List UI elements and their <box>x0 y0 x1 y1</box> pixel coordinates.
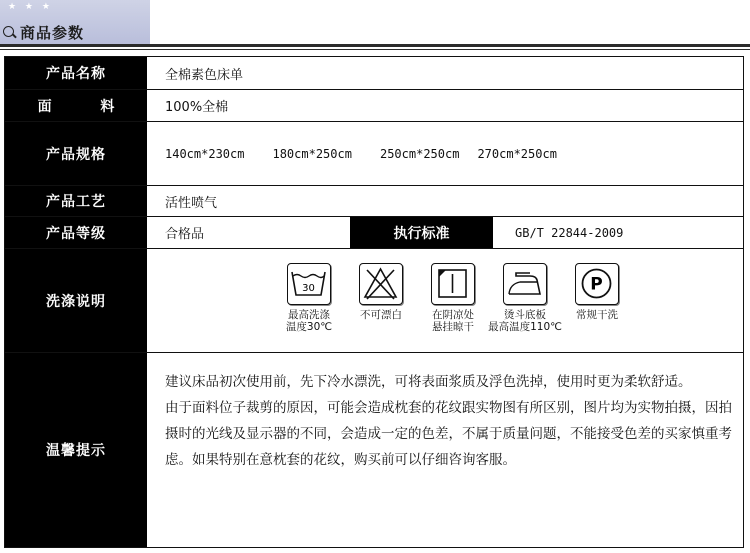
row-value: 全棉素色床单 <box>165 67 244 83</box>
care-caption: 最高洗涤 温度30℃ <box>285 309 333 333</box>
size-value: 270cm*250cm <box>477 146 557 161</box>
row-fabric <box>5 90 743 122</box>
header-divider <box>0 44 750 47</box>
row-tips <box>5 353 743 547</box>
standard-value: GB/T 22844-2009 <box>515 225 624 240</box>
row-label: 产品等级 <box>5 217 147 248</box>
row-value: 100%全棉 <box>165 100 229 115</box>
spec-sizes <box>165 122 557 185</box>
care-item <box>557 263 637 321</box>
size-value: 140cm*230cm <box>165 146 245 161</box>
dry-clean-p-icon <box>575 263 619 305</box>
iron-icon <box>503 263 547 305</box>
magnifier-icon <box>3 26 14 37</box>
care-icons <box>269 263 629 353</box>
tip-paragraph: 建议床品初次使用前，先下冷水漂洗，可将表面浆质及浮色洗掉，使用时更为柔软舒适。 <box>165 374 692 390</box>
care-caption: 常规干洗 <box>576 309 618 321</box>
row-value: 活性喷气 <box>165 195 218 211</box>
row-label: 产品工艺 <box>5 186 147 216</box>
care-item <box>269 263 349 333</box>
row-process <box>5 186 743 217</box>
header-divider-thin <box>0 49 750 50</box>
size-value: 180cm*250cm <box>272 146 352 161</box>
row-grade <box>5 217 743 249</box>
standard-label: 执行标准 <box>350 217 493 248</box>
care-caption: 不可漂白 <box>360 309 402 321</box>
care-item <box>413 263 493 333</box>
decorative-stars: ★ ★ ★ <box>8 2 53 12</box>
row-washing <box>5 249 743 353</box>
care-item <box>341 263 421 321</box>
row-label: 面 料 <box>5 90 147 121</box>
no-bleach-icon <box>359 263 403 305</box>
wash-30-icon <box>287 263 331 305</box>
size-value: 250cm*250cm <box>379 146 460 161</box>
row-label: 洗涤说明 <box>5 249 147 352</box>
care-item <box>485 263 565 333</box>
care-caption: 烫斗底板 最高温度110℃ <box>488 309 562 333</box>
row-product-name <box>5 57 743 90</box>
row-label: 温馨提示 <box>5 353 147 547</box>
section-header <box>0 0 750 56</box>
tips-text <box>165 369 735 473</box>
row-value: 合格品 <box>165 227 205 242</box>
tip-paragraph: 由于面料位子裁剪的原因，可能会造成枕套的花纹跟实物图有所区别，图片均为实物拍摄，因拍摄时的光线及显示器的不同，会造成一定的色差，不属于质量问题，不能接受色差的买家慎重考虑。如果特别在意枕套的花纹，购买前可以仔细咨询客服。 <box>165 400 732 468</box>
care-caption: 在阴凉处 悬挂晾干 <box>432 309 474 333</box>
row-label: 产品规格 <box>5 122 147 185</box>
section-title: 商品参数 <box>20 24 85 42</box>
row-spec <box>5 122 743 186</box>
svg-text:30: 30 <box>302 283 315 294</box>
svg-text:P: P <box>590 274 603 295</box>
row-label: 产品名称 <box>5 57 147 89</box>
product-parameter-table <box>4 56 744 548</box>
shade-dry-icon <box>431 263 475 305</box>
